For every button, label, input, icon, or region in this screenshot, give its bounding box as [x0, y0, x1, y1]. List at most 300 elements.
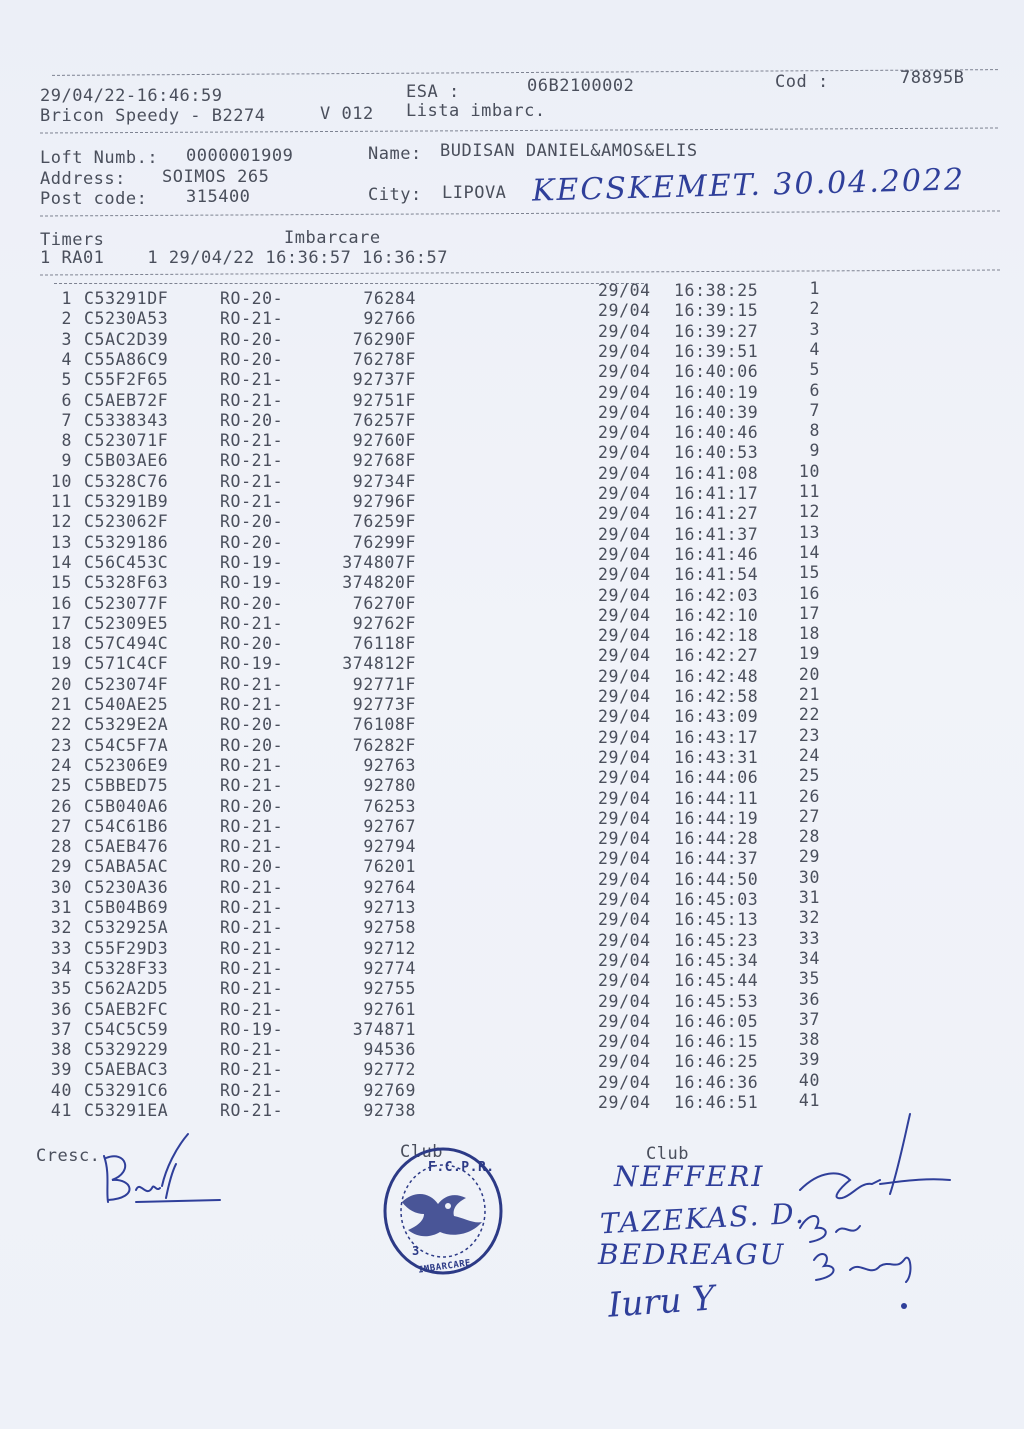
entry-time: 16:42:27	[674, 646, 759, 666]
entry-index: 23	[50, 735, 72, 755]
entry-code: C53291EA	[84, 1101, 169, 1120]
entry-index: 29	[50, 857, 72, 877]
entry-rank: 9	[809, 441, 820, 461]
entry-code: C5ABA5AC	[84, 857, 169, 877]
entry-code: C5AEB72F	[84, 390, 169, 410]
entry-rank: 16	[798, 583, 820, 603]
cod-value: 78895B	[900, 68, 965, 88]
entry-index: 22	[50, 715, 72, 735]
entry-code: C52309E5	[84, 613, 169, 633]
entry-time: 16:39:51	[674, 341, 759, 361]
entry-rank: 5	[809, 360, 820, 380]
entry-ring-prefix: RO-21-	[220, 1080, 284, 1100]
entry-ring-number: 92764	[363, 877, 416, 897]
entry-ring-number: 76118F	[352, 634, 416, 654]
entry-date: 29/04	[598, 605, 651, 625]
entry-ring-number: 76299F	[352, 532, 416, 552]
entry-rank: 14	[798, 542, 820, 562]
entry-rank: 20	[798, 664, 820, 684]
timer-row: 1 RA01 1 29/04/22 16:36:57 16:36:57	[40, 248, 448, 268]
entry-time: 16:41:27	[674, 504, 759, 524]
entry-index: 39	[50, 1060, 72, 1080]
table-row	[0, 685, 1024, 715]
cod-label: Cod :	[775, 72, 829, 92]
entry-index: 17	[50, 613, 72, 633]
entry-index: 27	[50, 816, 72, 836]
entry-ring-prefix: RO-19-	[220, 1019, 284, 1039]
entry-date: 29/04	[598, 768, 651, 788]
entry-index: 32	[50, 918, 72, 938]
header-datetime: 29/04/22-16:46:59	[40, 86, 223, 106]
table-row	[0, 482, 1024, 512]
entry-rank: 4	[809, 339, 820, 359]
entry-ring-number: 76282F	[352, 735, 416, 755]
entry-code: C5230A36	[84, 877, 169, 897]
table-row	[0, 888, 1024, 918]
entry-code: C56C453C	[84, 552, 169, 572]
entry-code: C5B04B69	[84, 898, 169, 917]
entry-time: 16:46:25	[674, 1052, 759, 1072]
entry-date: 29/04	[598, 971, 651, 991]
entry-time: 16:42:58	[674, 687, 759, 706]
entry-time: 16:44:37	[674, 849, 759, 869]
entry-code: C5AC2D39	[84, 329, 169, 349]
city-value: LIPOVA	[442, 183, 507, 203]
entry-time: 16:40:46	[674, 423, 759, 443]
entry-code: C5BBED75	[84, 776, 169, 796]
entry-code: C5AEB476	[84, 837, 169, 857]
entry-ring-prefix: RO-21-	[220, 370, 284, 390]
stamp-bottom-text: IMBARCARE	[417, 1258, 472, 1276]
name-label: Name:	[368, 144, 422, 164]
entry-index: 5	[61, 370, 72, 390]
entry-time: 16:40:39	[674, 402, 759, 422]
entry-rank: 27	[798, 806, 820, 826]
club-member-name-2: TAZEKAS. D.	[599, 1196, 807, 1241]
table-row	[0, 827, 1024, 857]
entry-rank: 15	[798, 563, 820, 583]
entry-date: 29/04	[598, 463, 651, 483]
entry-time: 16:44:28	[674, 829, 759, 849]
entry-rank: 33	[798, 928, 820, 948]
entry-ring-number: 92734F	[352, 471, 416, 491]
entry-rank: 6	[809, 380, 820, 400]
entry-index: 14	[50, 552, 72, 572]
entry-ring-prefix: RO-21-	[220, 877, 284, 897]
entry-code: C54C5C59	[84, 1019, 169, 1039]
entry-code: C523077F	[84, 593, 169, 613]
entry-date: 29/04	[598, 321, 651, 341]
entry-rank: 29	[798, 847, 820, 867]
entry-ring-prefix: RO-20-	[220, 349, 284, 369]
entry-ring-number: 76290F	[352, 329, 416, 349]
entry-rank: 41	[798, 1091, 820, 1110]
entry-ring-number: 92768F	[352, 451, 416, 471]
entry-index: 20	[50, 674, 72, 694]
club-member-name-4: Iuru Y	[606, 1278, 716, 1326]
entry-date: 29/04	[598, 504, 651, 524]
entry-ring-prefix: RO-21-	[220, 1040, 284, 1060]
entry-date: 29/04	[598, 646, 651, 666]
entry-index: 19	[50, 654, 72, 674]
table-row	[0, 908, 1024, 938]
entry-ring-number: 76278F	[352, 349, 416, 369]
entry-ring-number: 374807F	[342, 552, 416, 572]
entry-code: C540AE25	[84, 695, 169, 714]
entry-index: 15	[50, 573, 72, 593]
entry-code: C5B03AE6	[84, 451, 169, 471]
entry-time: 16:46:05	[674, 1011, 759, 1031]
entry-rank: 24	[798, 745, 820, 765]
entry-code: C55F2F65	[84, 370, 169, 390]
entry-code: C5338343	[84, 410, 169, 430]
entry-date: 29/04	[598, 565, 651, 585]
address-label: Address:	[40, 169, 126, 189]
imbarcare-label: Imbarcare	[284, 228, 381, 248]
entry-code: C5328C76	[84, 471, 169, 491]
device-version: V 012	[320, 104, 374, 124]
entry-time: 16:43:09	[674, 707, 759, 727]
entry-ring-number: 76284	[363, 289, 416, 308]
esa-label: ESA :	[406, 82, 460, 102]
entry-time: 16:45:23	[674, 930, 759, 950]
entry-code: C55A86C9	[84, 349, 169, 369]
entry-ring-number: 92737F	[352, 370, 416, 390]
entry-code: C53291DF	[84, 289, 169, 308]
entry-time: 16:42:10	[674, 605, 759, 625]
entry-ring-prefix: RO-21-	[220, 776, 284, 796]
entry-time: 16:41:17	[674, 484, 759, 503]
entry-ring-number: 92758	[363, 918, 416, 938]
entry-date: 29/04	[598, 382, 651, 402]
entry-ring-number: 92713	[363, 898, 416, 917]
entry-date: 29/04	[598, 301, 651, 321]
entry-rank: 39	[798, 1050, 820, 1070]
entry-date: 29/04	[598, 484, 651, 503]
entry-index: 40	[50, 1080, 72, 1100]
entry-ring-prefix: RO-20-	[220, 796, 284, 816]
entry-index: 7	[61, 410, 72, 430]
entry-date: 29/04	[598, 341, 651, 361]
entry-ring-prefix: RO-19-	[220, 573, 284, 593]
entry-index: 18	[50, 634, 72, 654]
entry-rank: 40	[798, 1070, 820, 1090]
entry-date: 29/04	[598, 849, 651, 869]
timers-label: Timers	[40, 230, 105, 250]
entry-date: 29/04	[598, 1052, 651, 1072]
entry-code: C5AEB2FC	[84, 999, 169, 1019]
entry-ring-number: 76259F	[352, 512, 416, 532]
entry-rank: 7	[809, 400, 820, 420]
entry-time: 16:45:34	[674, 950, 759, 970]
entry-ring-number: 92712	[363, 938, 416, 958]
entry-ring-number: 92751F	[352, 390, 416, 410]
entry-ring-number: 92773F	[352, 695, 416, 714]
entry-time: 16:46:15	[674, 1032, 759, 1052]
entry-ring-number: 92766	[363, 309, 416, 329]
entry-rank: 37	[798, 1009, 820, 1029]
entry-rank: 17	[798, 603, 820, 623]
entry-time: 16:43:31	[674, 747, 759, 767]
entry-index: 3	[61, 329, 72, 349]
entry-ring-prefix: RO-21-	[220, 1101, 284, 1120]
address-value: SOIMOS 265	[162, 167, 270, 187]
entry-ring-number: 92761	[363, 999, 416, 1019]
entry-ring-prefix: RO-20-	[220, 857, 284, 877]
entry-rank: 34	[798, 948, 820, 968]
post-code-value: 315400	[186, 187, 251, 207]
stamp-number: 3	[412, 1244, 420, 1258]
entry-rank: 8	[809, 421, 820, 441]
entry-time: 16:42:03	[674, 585, 759, 605]
entry-ring-prefix: RO-20-	[220, 289, 284, 308]
entry-ring-number: 92769	[363, 1080, 416, 1100]
entry-date: 29/04	[598, 281, 651, 300]
entry-time: 16:45:03	[674, 890, 759, 909]
club-member-name-3: BEDREAGU	[598, 1238, 786, 1271]
entry-time: 16:40:19	[674, 382, 759, 402]
entry-ring-prefix: RO-21-	[220, 755, 284, 775]
entry-index: 24	[50, 755, 72, 775]
entry-code: C523071F	[84, 431, 169, 451]
table-row	[0, 969, 1024, 999]
entry-code: C562A2D5	[84, 979, 169, 999]
entry-index: 2	[61, 309, 72, 329]
entry-index: 26	[50, 796, 72, 816]
entry-ring-number: 374871	[352, 1019, 416, 1039]
entry-date: 29/04	[598, 687, 651, 706]
entry-ring-prefix: RO-20-	[220, 593, 284, 613]
entry-time: 16:38:25	[674, 281, 759, 300]
entry-time: 16:46:51	[674, 1093, 759, 1112]
entry-time: 16:39:15	[674, 301, 759, 321]
entry-ring-prefix: RO-20-	[220, 634, 284, 654]
entry-code: C57C494C	[84, 634, 169, 654]
loft-number-label: Loft Numb.:	[40, 148, 159, 168]
entry-index: 8	[61, 431, 72, 451]
entry-index: 31	[50, 898, 72, 917]
entry-ring-prefix: RO-21-	[220, 492, 284, 511]
entry-code: C55F29D3	[84, 938, 169, 958]
entry-time: 16:42:48	[674, 666, 759, 686]
table-row	[0, 502, 1024, 532]
entry-time: 16:41:08	[674, 463, 759, 483]
entry-code: C54C5F7A	[84, 735, 169, 755]
entry-date: 29/04	[598, 808, 651, 828]
club-label-1: Club	[400, 1142, 443, 1162]
entry-time: 16:46:36	[674, 1072, 759, 1092]
entry-date: 29/04	[598, 950, 651, 970]
entry-ring-number: 374812F	[342, 654, 416, 674]
list-title: Lista imbarc.	[406, 101, 546, 121]
entry-rank: 25	[798, 766, 820, 786]
entry-date: 29/04	[598, 727, 651, 747]
entry-rank: 32	[798, 908, 820, 928]
entry-index: 4	[61, 349, 72, 369]
entry-date: 29/04	[598, 524, 651, 544]
entry-date: 29/04	[598, 544, 651, 564]
club-member-name-1: NEFFERI	[614, 1160, 765, 1193]
entry-rank: 22	[798, 705, 820, 725]
loft-number-value: 0000001909	[186, 146, 294, 166]
entry-ring-number: 76253	[363, 796, 416, 816]
table-row	[0, 766, 1024, 796]
entry-time: 16:45:53	[674, 991, 759, 1011]
entry-date: 29/04	[598, 707, 651, 727]
entry-index: 33	[50, 938, 72, 958]
entry-ring-prefix: RO-20-	[220, 329, 284, 349]
entry-rank: 18	[798, 624, 820, 644]
entry-ring-prefix: RO-21-	[220, 1060, 284, 1080]
entry-time: 16:39:27	[674, 321, 759, 341]
entry-ring-prefix: RO-21-	[220, 451, 284, 471]
entry-ring-prefix: RO-20-	[220, 532, 284, 552]
post-code-label: Post code:	[40, 189, 148, 209]
entry-date: 29/04	[598, 1032, 651, 1052]
entry-ring-prefix: RO-21-	[220, 918, 284, 938]
entry-time: 16:40:53	[674, 443, 759, 463]
entry-date: 29/04	[598, 910, 651, 930]
entry-code: C523062F	[84, 512, 169, 532]
entry-ring-number: 374820F	[342, 573, 416, 593]
entry-rank: 35	[798, 969, 820, 989]
stamp-text: F.C.P.R.	[428, 1160, 495, 1175]
entry-ring-prefix: RO-21-	[220, 898, 284, 917]
club-label-2: Club	[646, 1144, 689, 1164]
entry-time: 16:45:44	[674, 971, 759, 991]
handwritten-race-note: KECSKEMET. 30.04.2022	[531, 162, 966, 209]
entry-date: 29/04	[598, 626, 651, 646]
entry-ring-number: 92763	[363, 755, 416, 775]
entry-ring-number: 92762F	[352, 613, 416, 633]
entry-index: 37	[50, 1019, 72, 1039]
entry-ring-number: 92796F	[352, 492, 416, 511]
entry-ring-prefix: RO-21-	[220, 958, 284, 978]
entry-time: 16:41:37	[674, 524, 759, 544]
table-row	[0, 624, 1024, 654]
entry-ring-number: 92772	[363, 1060, 416, 1080]
entry-date: 29/04	[598, 869, 651, 889]
entry-index: 28	[50, 837, 72, 857]
entry-date: 29/04	[598, 788, 651, 808]
entry-rank: 19	[798, 644, 820, 664]
entry-ring-number: 92755	[363, 979, 416, 999]
name-value: BUDISAN DANIEL&AMOS&ELIS	[440, 141, 698, 161]
entry-rank: 1	[809, 279, 820, 298]
entry-index: 35	[50, 979, 72, 999]
entry-time: 16:42:18	[674, 626, 759, 646]
device-name: Bricon Speedy - B2274	[40, 106, 266, 126]
entry-code: C5329229	[84, 1040, 169, 1060]
esa-value: 06B2100002	[527, 76, 635, 96]
entry-ring-number: 92771F	[352, 674, 416, 694]
entry-ring-prefix: RO-19-	[220, 552, 284, 572]
entry-date: 29/04	[598, 585, 651, 605]
entry-ring-prefix: RO-21-	[220, 999, 284, 1019]
entry-date: 29/04	[598, 829, 651, 849]
entry-index: 36	[50, 999, 72, 1019]
entry-ring-prefix: RO-21-	[220, 613, 284, 633]
entry-time: 16:41:54	[674, 565, 759, 585]
entry-rank: 30	[798, 867, 820, 887]
entry-time: 16:44:06	[674, 768, 759, 788]
entry-time: 16:40:06	[674, 362, 759, 382]
entry-index: 12	[50, 512, 72, 532]
entry-time: 16:44:50	[674, 869, 759, 889]
entry-index: 13	[50, 532, 72, 552]
entry-ring-prefix: RO-21-	[220, 390, 284, 410]
entry-ring-number: 76201	[363, 857, 416, 877]
entry-index: 10	[50, 471, 72, 491]
club-signatures	[780, 1110, 980, 1320]
entry-ring-prefix: RO-21-	[220, 938, 284, 958]
entry-code: C53291C6	[84, 1080, 169, 1100]
entry-date: 29/04	[598, 890, 651, 909]
entry-rank: 26	[798, 786, 820, 806]
entry-ring-prefix: RO-20-	[220, 735, 284, 755]
entry-index: 11	[50, 492, 72, 511]
cresc-label: Cresc.	[36, 1146, 101, 1166]
entry-date: 29/04	[598, 666, 651, 686]
entry-ring-prefix: RO-20-	[220, 410, 284, 430]
entry-index: 6	[61, 390, 72, 410]
entry-date: 29/04	[598, 423, 651, 443]
entry-ring-number: 92767	[363, 816, 416, 836]
entry-code: C523074F	[84, 674, 169, 694]
entry-code: C52306E9	[84, 755, 169, 775]
entry-code: C532925A	[84, 918, 169, 938]
entry-date: 29/04	[598, 1093, 651, 1112]
entry-rank: 36	[798, 989, 820, 1009]
entry-code: C5328F33	[84, 958, 169, 978]
entry-time: 16:44:11	[674, 788, 759, 808]
entry-rank: 38	[798, 1030, 820, 1050]
entry-ring-prefix: RO-21-	[220, 431, 284, 451]
entry-ring-number: 76108F	[352, 715, 416, 735]
table-row	[0, 421, 1024, 451]
entry-date: 29/04	[598, 1011, 651, 1031]
entry-ring-number: 92738	[363, 1101, 416, 1120]
entry-date: 29/04	[598, 991, 651, 1011]
entry-code: C54C61B6	[84, 816, 169, 836]
table-row	[0, 299, 1024, 329]
entry-ring-prefix: RO-21-	[220, 695, 284, 714]
table-row	[0, 279, 1024, 309]
entry-code: C5329186	[84, 532, 169, 552]
entry-code: C571C4CF	[84, 654, 169, 674]
entry-rank: 21	[798, 685, 820, 704]
entry-ring-number: 94536	[363, 1040, 416, 1060]
entry-rank: 31	[798, 888, 820, 907]
entry-index: 30	[50, 877, 72, 897]
entry-ring-prefix: RO-21-	[220, 837, 284, 857]
entry-time: 16:45:13	[674, 910, 759, 930]
entry-code: C53291B9	[84, 492, 169, 511]
entry-index: 34	[50, 958, 72, 978]
entry-date: 29/04	[598, 362, 651, 382]
entry-index: 16	[50, 593, 72, 613]
entry-index: 25	[50, 776, 72, 796]
breeder-signature	[96, 1128, 226, 1213]
entry-ring-number: 92760F	[352, 431, 416, 451]
entry-ring-prefix: RO-21-	[220, 979, 284, 999]
entry-rank: 11	[798, 482, 820, 501]
entry-date: 29/04	[598, 1072, 651, 1092]
table-row	[0, 563, 1024, 593]
entry-time: 16:44:19	[674, 808, 759, 828]
entry-code: C5328F63	[84, 573, 169, 593]
entry-date: 29/04	[598, 443, 651, 463]
